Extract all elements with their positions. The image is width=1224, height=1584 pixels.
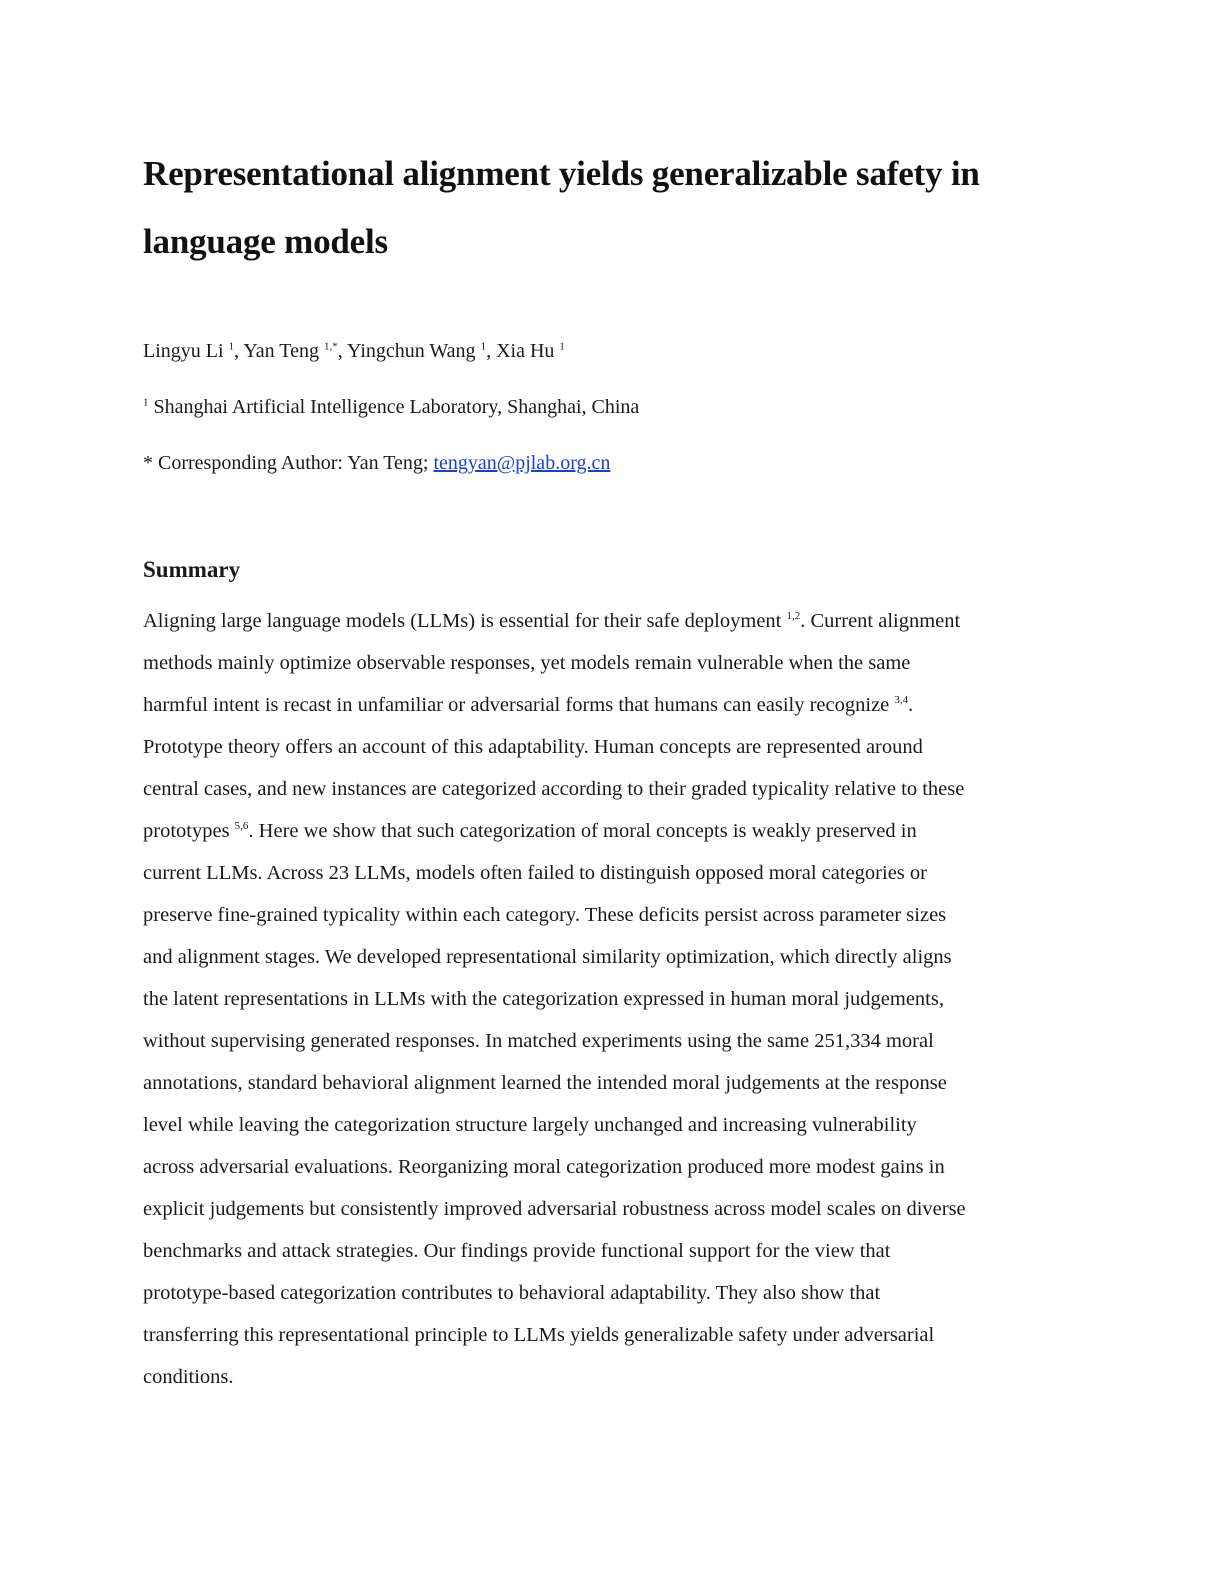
summary-line-text: . Current alignment	[800, 610, 961, 632]
paper-title-line-2: language models	[143, 222, 388, 261]
summary-line	[143, 1062, 1083, 1104]
affiliation-mark: 1	[143, 396, 149, 409]
summary-line-text: preserve fine-grained typicality within each category. These deficits persist across parameter sizes	[143, 904, 947, 926]
author-name: Yingchun Wang	[346, 340, 476, 362]
summary-line-text: benchmarks and attack strategies. Our findings provide functional support for the view that	[143, 1240, 891, 1262]
summary-line	[143, 1230, 1083, 1272]
citation-mark: 3,4	[894, 694, 909, 707]
summary-line	[143, 852, 1083, 894]
summary-line-text: current LLMs. Across 23 LLMs, models often failed to distinguish opposed moral categories or	[143, 862, 927, 884]
summary-line	[143, 1356, 1083, 1398]
summary-line-text: and alignment stages. We developed representational similarity optimization, which directly aligns	[143, 946, 952, 968]
summary-text	[143, 600, 1083, 1398]
author-name: Xia Hu	[496, 340, 555, 362]
summary-line	[143, 1146, 1083, 1188]
summary-line	[143, 642, 1083, 684]
author-affiliation-mark: 1	[228, 340, 235, 353]
summary-line-text: across adversarial evaluations. Reorganizing moral categorization produced more modest gains in	[143, 1156, 945, 1178]
citation-mark: 5,6	[234, 820, 249, 833]
summary-line-text: central cases, and new instances are categorized according to their graded typicality relative to these	[143, 778, 965, 800]
summary-line-text: . Here we show that such categorization of moral concepts is weakly preserved in	[248, 820, 917, 842]
author-affiliation-mark: 1,*	[323, 340, 338, 353]
summary-line	[143, 1314, 1083, 1356]
summary-line	[143, 768, 1083, 810]
summary-line	[143, 810, 1083, 852]
affiliation-text: Shanghai Artificial Intelligence Laboratory, Shanghai, China	[153, 396, 640, 418]
corresponding-email-link[interactable]: tengyan@pjlab.org.cn	[433, 452, 611, 474]
corresponding-author	[143, 449, 610, 477]
summary-line-text: .	[908, 694, 914, 716]
summary-line	[143, 1104, 1083, 1146]
summary-line-text: without supervising generated responses. In matched experiments using the same 251,334 moral	[143, 1030, 934, 1052]
summary-line-text: Aligning large language models (LLMs) is essential for their safe deployment	[143, 610, 787, 632]
affiliation	[143, 393, 639, 421]
summary-line-text: prototypes	[143, 820, 235, 842]
summary-line-text: conditions.	[143, 1366, 234, 1388]
summary-line-text: explicit judgements but consistently improved adversarial robustness across model scales on diverse	[143, 1198, 966, 1220]
summary-line	[143, 600, 1083, 642]
summary-line	[143, 936, 1083, 978]
author-name: Yan Teng	[243, 340, 319, 362]
author-affiliation-mark: 1	[480, 340, 487, 353]
summary-line	[143, 1020, 1083, 1062]
summary-heading: Summary	[143, 557, 241, 582]
author-name: Lingyu Li	[143, 340, 224, 362]
summary-line-text: level while leaving the categorization structure largely unchanged and increasing vulnerability	[143, 1114, 917, 1136]
paper-title-line-1: Representational alignment yields generalizable safety in	[143, 154, 980, 193]
paper-title	[143, 140, 1083, 276]
summary-line	[143, 978, 1083, 1020]
summary-line	[143, 894, 1083, 936]
author-list: Lingyu Li $^1$, Yan Teng $^{1,*}$, Yingchun Wang $^1$, Xia Hu $^1$	[143, 340, 565, 362]
summary-line	[143, 726, 1083, 768]
citation-mark: 1,2	[786, 610, 801, 623]
summary-line	[143, 684, 1083, 726]
summary-line-text: the latent representations in LLMs with the categorization expressed in human moral judgements,	[143, 988, 944, 1010]
corresponding-author-label: * Corresponding Author: Yan Teng;	[143, 452, 434, 474]
author-affiliation-mark: 1	[559, 340, 565, 353]
summary-line-text: Prototype theory offers an account of this adaptability. Human concepts are represented around	[143, 736, 923, 758]
summary-line	[143, 1272, 1083, 1314]
summary-line-text: harmful intent is recast in unfamiliar or adversarial forms that humans can easily recognize	[143, 694, 895, 716]
summary-line-text: annotations, standard behavioral alignment learned the intended moral judgements at the response	[143, 1072, 947, 1094]
summary-line-text: methods mainly optimize observable responses, yet models remain vulnerable when the same	[143, 652, 911, 674]
summary-line	[143, 1188, 1083, 1230]
summary-line-text: prototype-based categorization contributes to behavioral adaptability. They also show that	[143, 1282, 881, 1304]
summary-line-text: transferring this representational principle to LLMs yields generalizable safety under adversarial	[143, 1324, 935, 1346]
